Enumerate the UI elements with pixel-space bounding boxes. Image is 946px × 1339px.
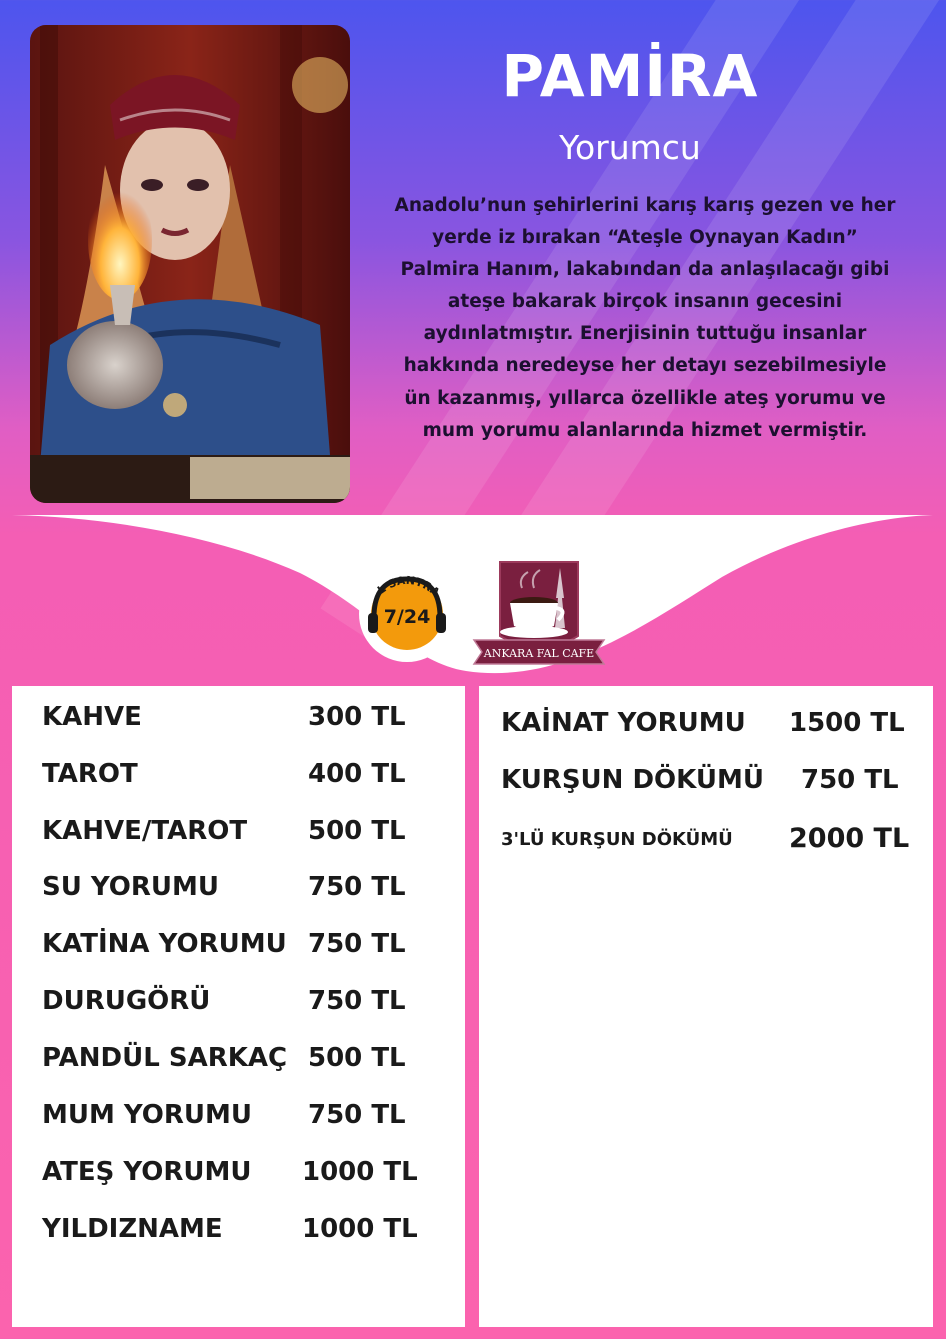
ankara-fal-cafe-logo (470, 558, 608, 670)
fal-santrali-logo (356, 565, 458, 663)
price-row (12, 986, 465, 1026)
bio-line: Anadolu’nun şehirlerini karış karış gezen ve her (394, 195, 896, 216)
price-row (12, 929, 465, 969)
price-list-left (12, 686, 465, 1327)
service-price: 2000 TL (789, 823, 910, 854)
price-row (12, 1043, 465, 1083)
service-price: 400 TL (308, 759, 406, 789)
reader-bio (370, 190, 920, 447)
price-row (12, 702, 465, 742)
logo-arc-text: L SANTRA (375, 573, 443, 600)
service-name: DURUGÖRÜ (42, 986, 211, 1016)
service-name: ATEŞ YORUMU (42, 1157, 252, 1187)
price-row (479, 823, 933, 863)
service-name: KAHVE/TAROT (42, 816, 248, 846)
service-price: 750 TL (308, 872, 406, 902)
service-name: TAROT (42, 759, 138, 789)
bio-line: Palmira Hanım, lakabından da anlaşılacağı gibi (400, 259, 890, 281)
price-row (479, 765, 933, 805)
service-name: KAHVE (42, 702, 142, 732)
service-price: 750 TL (308, 929, 406, 959)
price-row (12, 1100, 465, 1140)
service-name: YILDIZNAME (42, 1214, 223, 1244)
service-name: KATİNA YORUMU (42, 929, 287, 959)
bio-line: aydınlatmıştır. Enerjisinin tuttuğu insanlar (423, 323, 867, 345)
price-row (12, 872, 465, 912)
service-price: 750 TL (308, 1100, 406, 1130)
bio-line: ün kazanmış, yıllarca özellikle ateş yorumu ve (404, 387, 886, 409)
service-price: 500 TL (308, 1043, 406, 1073)
logo-badge-text: 7/24 (383, 606, 431, 628)
service-name: 3'LÜ KURŞUN DÖKÜMÜ (501, 829, 733, 850)
service-price: 1000 TL (302, 1214, 418, 1244)
service-name: SU YORUMU (42, 872, 220, 902)
price-row (12, 759, 465, 799)
service-price: 1500 TL (789, 708, 905, 738)
reader-role: Yorumcu (559, 128, 701, 167)
price-row (479, 708, 933, 748)
bio-line: ateşe bakarak birçok insanın gecesini (447, 291, 843, 313)
price-row (12, 1214, 465, 1254)
service-name: KAİNAT YORUMU (501, 708, 746, 738)
service-price: 300 TL (308, 702, 406, 732)
service-price: 500 TL (308, 816, 406, 846)
service-name: KURŞUN DÖKÜMÜ (501, 765, 764, 795)
service-price: 750 TL (308, 986, 406, 1016)
service-name: PANDÜL SARKAÇ (42, 1043, 288, 1073)
bio-line: yerde iz bırakan “Ateşle Oynayan Kadın” (432, 227, 858, 249)
bio-line: mum yorumu alanlarında hizmet vermiştir. (422, 419, 868, 441)
service-name: MUM YORUMU (42, 1100, 253, 1130)
bio-line: hakkında neredeyse her detayı sezebilmesiyle (403, 355, 887, 377)
reader-photo (30, 25, 350, 503)
reader-name: PAMİRA (501, 42, 759, 110)
price-row (12, 816, 465, 856)
price-list-right (479, 686, 933, 1327)
service-price: 1000 TL (302, 1157, 418, 1187)
logo-ribbon-text: ANKARA FAL CAFE (483, 647, 595, 660)
service-price: 750 TL (801, 765, 899, 795)
price-row (12, 1157, 465, 1197)
